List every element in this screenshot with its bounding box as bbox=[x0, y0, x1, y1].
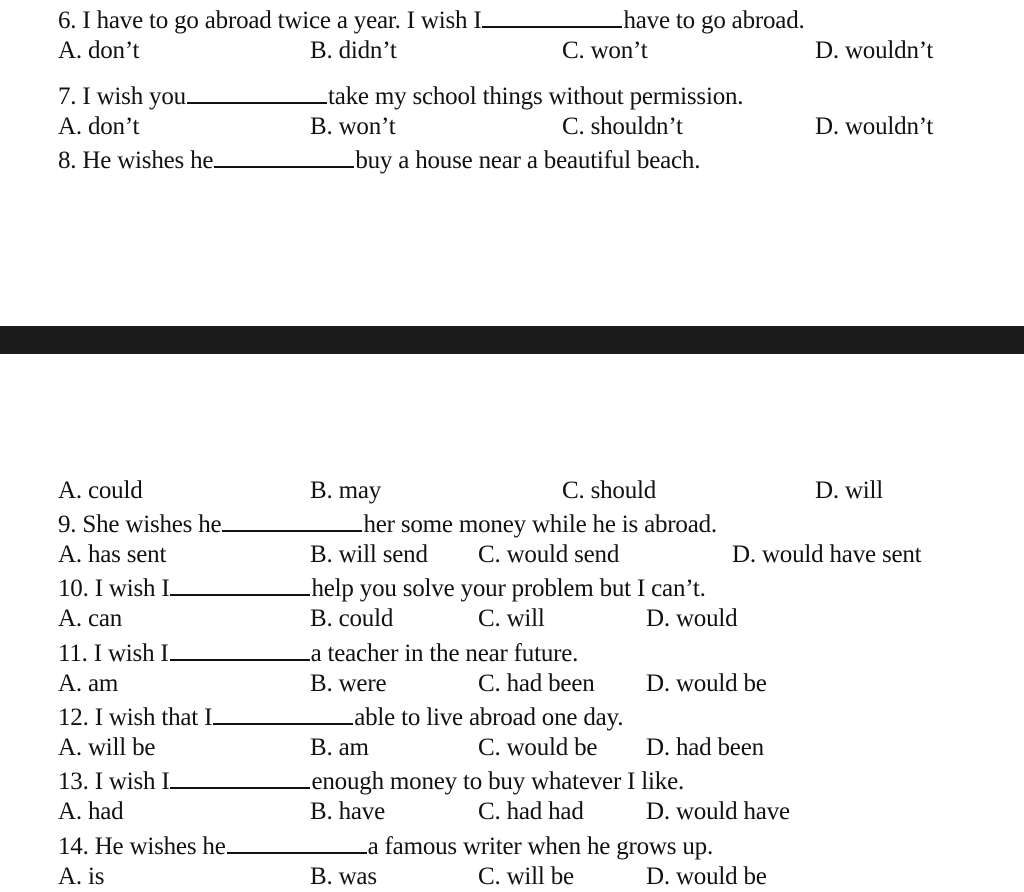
question-6-stem bbox=[58, 4, 805, 36]
answer-blank[interactable] bbox=[170, 572, 310, 596]
option-d[interactable]: D. had been bbox=[646, 734, 764, 761]
question-text: have to go abroad. bbox=[623, 7, 805, 34]
option-c[interactable]: C. had had bbox=[478, 798, 584, 825]
option-d[interactable]: D. would be bbox=[646, 863, 767, 890]
question-10-stem bbox=[58, 572, 706, 604]
question-text: enough money to buy whatever I like. bbox=[311, 768, 685, 795]
question-8-stem bbox=[58, 144, 700, 176]
question-text: 8. He wishes he bbox=[58, 147, 214, 174]
answer-blank[interactable] bbox=[213, 701, 353, 725]
question-text: a teacher in the near future. bbox=[310, 640, 579, 667]
option-d[interactable]: D. would bbox=[646, 605, 738, 632]
answer-blank[interactable] bbox=[170, 637, 310, 661]
option-a[interactable]: A. had bbox=[58, 798, 124, 825]
option-d[interactable]: D. wouldn’t bbox=[815, 113, 934, 140]
question-text: 12. I wish that I bbox=[58, 704, 213, 731]
option-d[interactable]: D. would have bbox=[646, 798, 790, 825]
divider-band bbox=[0, 326, 1024, 354]
option-a[interactable]: A. can bbox=[58, 605, 123, 632]
question-text: 9. She wishes he bbox=[58, 511, 222, 538]
question-14-stem bbox=[58, 830, 713, 862]
answer-blank[interactable] bbox=[214, 144, 354, 168]
option-c[interactable]: C. will be bbox=[478, 863, 574, 890]
option-b[interactable]: B. will send bbox=[310, 541, 428, 568]
question-12-stem bbox=[58, 701, 623, 733]
option-a[interactable]: A. is bbox=[58, 863, 105, 890]
option-a[interactable]: A. will be bbox=[58, 734, 156, 761]
option-c[interactable]: C. shouldn’t bbox=[562, 113, 683, 140]
option-a[interactable]: A. don’t bbox=[58, 113, 140, 140]
question-text: 14. He wishes he bbox=[58, 833, 226, 860]
option-b[interactable]: B. may bbox=[310, 477, 382, 504]
option-c[interactable]: C. won’t bbox=[562, 37, 648, 64]
option-a[interactable]: A. has sent bbox=[58, 541, 167, 568]
option-c[interactable]: C. will bbox=[478, 605, 545, 632]
answer-blank[interactable] bbox=[227, 830, 367, 854]
option-d[interactable]: D. would be bbox=[646, 670, 767, 697]
question-11-stem bbox=[58, 637, 578, 669]
option-c[interactable]: C. should bbox=[562, 477, 657, 504]
option-c[interactable]: C. would send bbox=[478, 541, 620, 568]
option-b[interactable]: B. was bbox=[310, 863, 377, 890]
option-a[interactable]: A. don’t bbox=[58, 37, 140, 64]
option-b[interactable]: B. have bbox=[310, 798, 385, 825]
answer-blank[interactable] bbox=[222, 508, 362, 532]
answer-blank[interactable] bbox=[482, 4, 622, 28]
answer-blank[interactable] bbox=[170, 765, 310, 789]
question-text: 11. I wish I bbox=[58, 640, 169, 667]
question-text: take my school things without permission. bbox=[327, 83, 744, 110]
option-b[interactable]: B. could bbox=[310, 605, 394, 632]
option-a[interactable]: A. am bbox=[58, 670, 119, 697]
option-b[interactable]: B. am bbox=[310, 734, 369, 761]
option-b[interactable]: B. were bbox=[310, 670, 387, 697]
question-9-stem bbox=[58, 508, 717, 540]
option-c[interactable]: C. had been bbox=[478, 670, 595, 697]
question-7-stem bbox=[58, 80, 743, 112]
question-text: 13. I wish I bbox=[58, 768, 170, 795]
question-text: able to live abroad one day. bbox=[354, 704, 624, 731]
question-text: 7. I wish you bbox=[58, 83, 186, 110]
question-text: 10. I wish I bbox=[58, 575, 170, 602]
question-text: help you solve your problem but I can’t. bbox=[311, 575, 706, 602]
question-text: her some money while he is abroad. bbox=[363, 511, 717, 538]
question-text: a famous writer when he grows up. bbox=[367, 833, 713, 860]
option-c[interactable]: C. would be bbox=[478, 734, 598, 761]
option-d[interactable]: D. wouldn’t bbox=[815, 37, 934, 64]
option-b[interactable]: B. didn’t bbox=[310, 37, 397, 64]
question-text: buy a house near a beautiful beach. bbox=[355, 147, 701, 174]
option-b[interactable]: B. won’t bbox=[310, 113, 396, 140]
option-d[interactable]: D. will bbox=[815, 477, 884, 504]
option-d[interactable]: D. would have sent bbox=[732, 541, 922, 568]
question-13-stem bbox=[58, 765, 684, 797]
answer-blank[interactable] bbox=[187, 80, 327, 104]
option-a[interactable]: A. could bbox=[58, 477, 143, 504]
question-text: 6. I have to go abroad twice a year. I wish I bbox=[58, 7, 482, 34]
